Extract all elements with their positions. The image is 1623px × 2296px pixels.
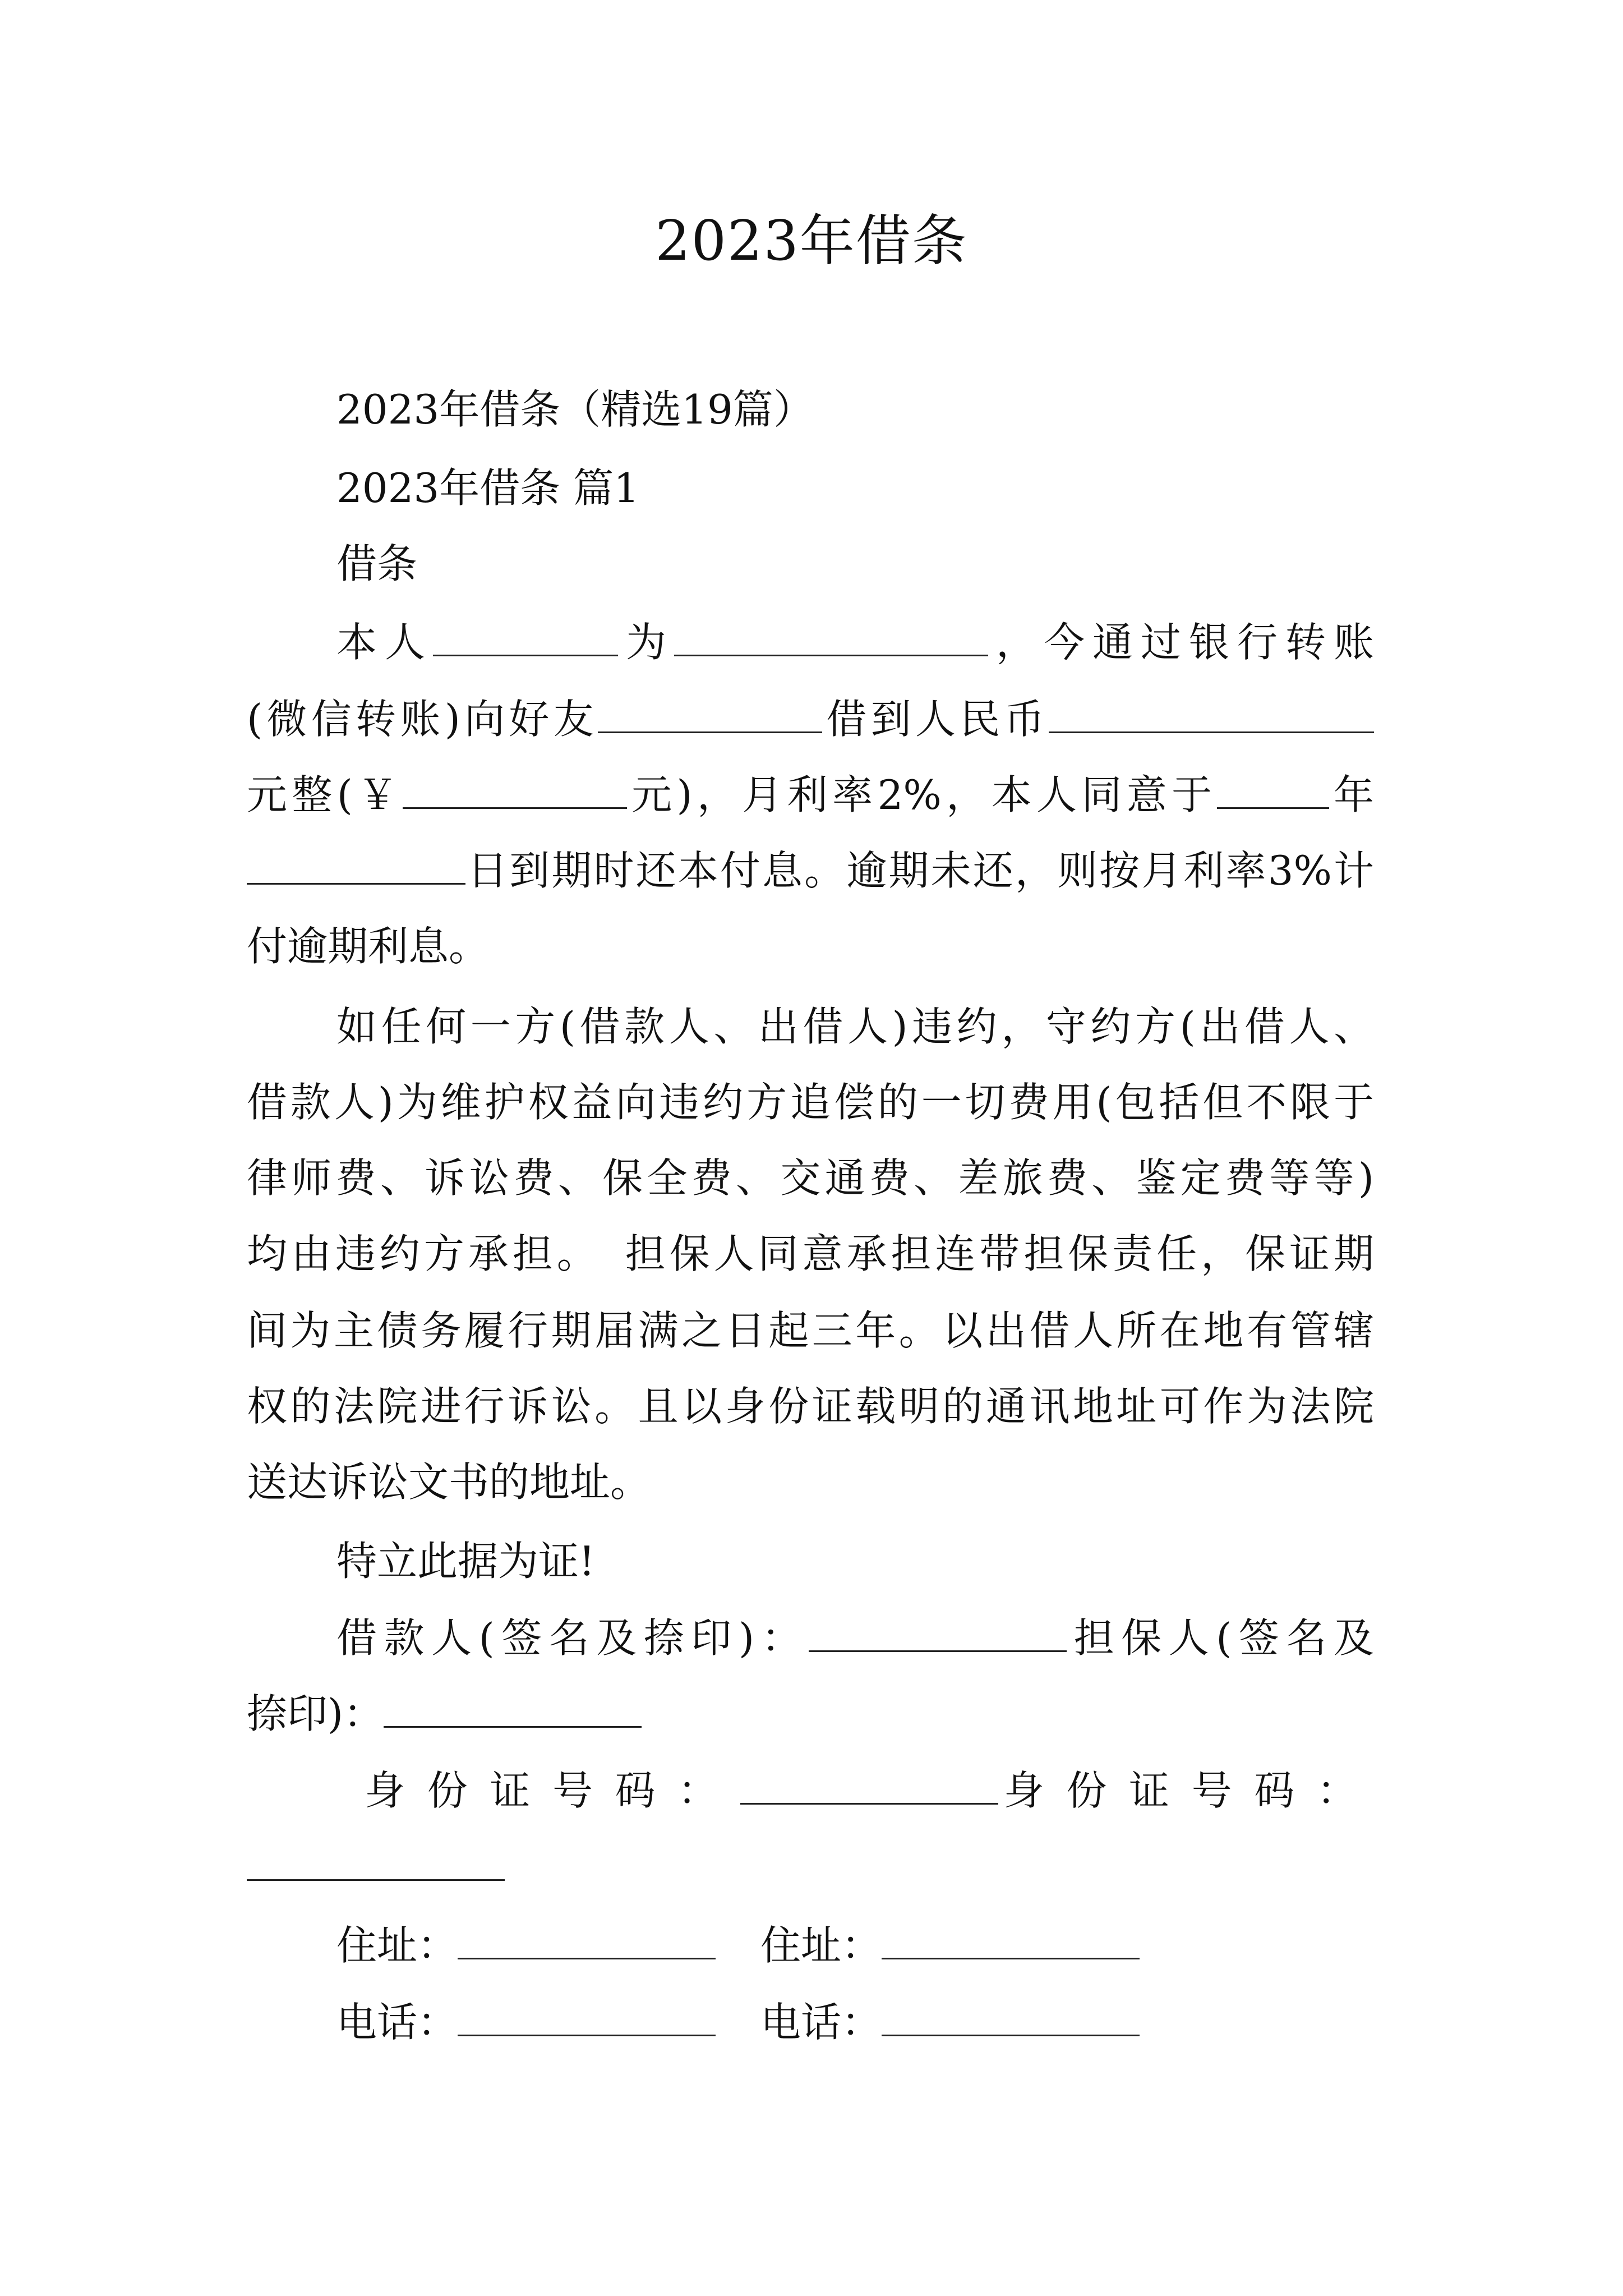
terms-line-4: 均由违约方承担。 担保人同意承担连带担保责任，保证期	[247, 1230, 1374, 1277]
guarantor-address-blank	[882, 1920, 1140, 1959]
guarantor-id-label: 身份证号码：	[998, 1767, 1374, 1814]
terms-line-7: 送达诉讼文书的地址。	[247, 1458, 651, 1506]
id-number-line	[365, 1763, 1374, 1819]
phone-line	[336, 1994, 1140, 2050]
amount-words-blank	[1049, 693, 1374, 733]
borrower-id-label: 身份证号码：	[365, 1767, 740, 1814]
friend-name-blank	[598, 693, 822, 733]
borrower-address-blank	[458, 1920, 716, 1959]
borrower-id-blank	[740, 1765, 998, 1805]
purpose-blank	[674, 616, 988, 656]
guarantor-address-label: 住址：	[760, 1922, 882, 1969]
guarantor-phone-blank	[882, 1996, 1140, 2036]
loan-line-1	[336, 614, 1374, 670]
loan-text: 元整(￥	[247, 771, 403, 818]
loan-text: ，今通过银行转账	[988, 619, 1374, 666]
loan-text: 元)，月利率2%，本人同意于	[626, 771, 1217, 818]
loan-text: 为	[618, 619, 674, 666]
date-blank	[247, 845, 465, 885]
amount-number-blank	[403, 769, 627, 809]
guarantor-label-cont: 捺印)：	[247, 1690, 384, 1737]
borrower-signature-blank	[809, 1612, 1067, 1652]
loan-line-5: 付逾期利息。	[247, 923, 490, 970]
borrower-phone-blank	[458, 1996, 716, 2036]
loan-line-3	[247, 767, 1374, 823]
guarantor-signature-line	[247, 1686, 642, 1742]
terms-line-2: 借款人)为维护权益向违约方追偿的一切费用(包括但不限于	[247, 1079, 1374, 1126]
loan-line-4	[247, 843, 1374, 899]
borrower-signature-line	[336, 1610, 1374, 1666]
guarantor-signature-blank	[384, 1688, 642, 1728]
terms-line-1: 如任何一方(借款人、出借人)违约，守约方(出借人、	[336, 1003, 1374, 1050]
guarantor-id-line	[247, 1839, 505, 1895]
note-title: 借条	[336, 540, 418, 587]
closing-statement: 特立此据为证!	[336, 1538, 595, 1585]
borrower-phone-label: 电话：	[336, 1999, 458, 2046]
document-subtitle: 2023年借条（精选19篇）	[336, 386, 814, 433]
guarantor-id-blank	[247, 1841, 505, 1881]
loan-text: 本人	[336, 619, 433, 666]
borrower-address-label: 住址：	[336, 1922, 458, 1969]
loan-text: 年	[1329, 771, 1374, 818]
guarantor-label: 担保人(签名及	[1067, 1614, 1374, 1662]
year-blank	[1217, 769, 1329, 809]
lender-purpose-blank	[433, 616, 618, 656]
terms-line-6: 权的法院进行诉讼。且以身份证载明的通讯地址可作为法院	[247, 1383, 1374, 1430]
section-heading: 2023年借条 篇1	[336, 464, 639, 512]
terms-line-3: 律师费、诉讼费、保全费、交通费、差旅费、鉴定费等等)	[247, 1154, 1374, 1202]
address-line	[336, 1917, 1140, 1973]
terms-line-5: 间为主债务履行期届满之日起三年。以出借人所在地有管辖	[247, 1307, 1374, 1354]
document-title: 2023年借条	[655, 209, 968, 273]
loan-text: 借到人民币	[822, 696, 1049, 743]
guarantor-phone-label: 电话：	[760, 1999, 882, 2046]
loan-line-2	[247, 691, 1374, 747]
loan-text: 日到期时还本付息。逾期未还，则按月利率3%计	[465, 847, 1374, 894]
loan-text: (微信转账)向好友	[247, 696, 598, 743]
borrower-label: 借款人(签名及捺印)：	[336, 1614, 809, 1662]
